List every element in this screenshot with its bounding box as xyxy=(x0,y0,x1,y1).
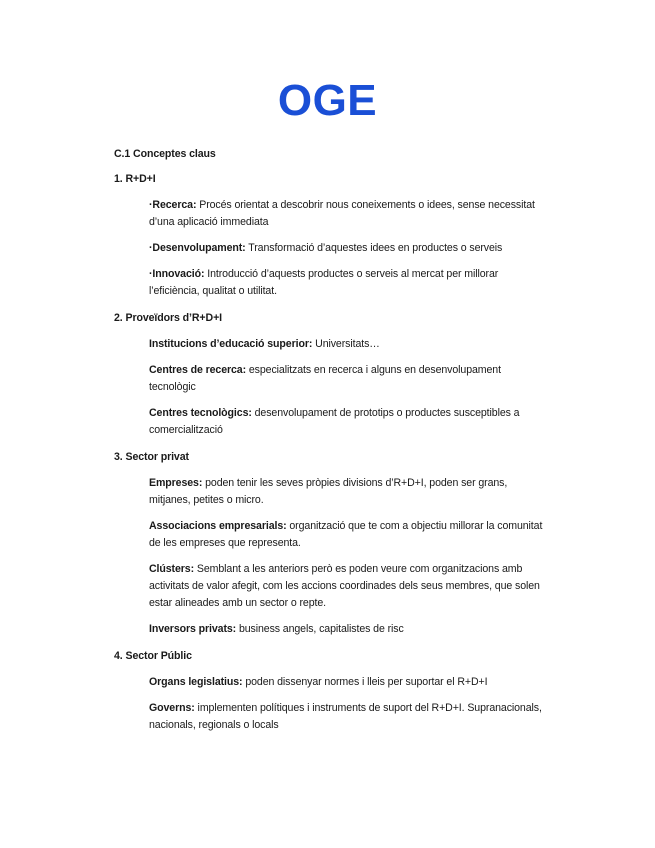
definition-item xyxy=(149,336,544,353)
definition-term: Institucions d’educació superior: xyxy=(149,338,313,350)
subsection-heading: 3. Sector privat xyxy=(114,451,189,463)
definition-text: poden tenir les seves pròpies divisions d’R+D+I, poden ser grans, mitjanes, petites o micro. xyxy=(149,477,508,506)
section-heading: C.1 Conceptes claus xyxy=(114,148,216,160)
definition-text: desenvolupament de prototips o productes susceptibles a comercialització xyxy=(149,407,520,436)
definition-text: Procés orientat a descobrir nous coneixements o idees, sense necessitat d’una aplicació immediata xyxy=(149,199,535,228)
definition-term: Centres tecnològics: xyxy=(149,407,252,419)
definition-item xyxy=(149,475,544,509)
definition-term: Inversors privats: xyxy=(149,623,237,635)
definition-item xyxy=(149,266,544,300)
definition-item xyxy=(149,405,544,439)
definition-term: Governs: xyxy=(149,702,195,714)
definition-item xyxy=(149,674,544,691)
definition-text: implementen polítiques i instruments de suport del R+D+I. Supranacionals, nacionals, regionals o locals xyxy=(149,702,542,731)
definition-text: organització que te com a objectiu millorar la comunitat de les empreses que representa. xyxy=(149,520,543,549)
definition-text: Semblant a les anteriors però es poden veure com organitzacions amb activitats de valor afegit, com les accions coordinades dels seus membres, que solen estar alineades amb un sector o repte. xyxy=(149,563,540,609)
definition-term: Empreses: xyxy=(149,477,203,489)
definition-term: ·Desenvolupament: xyxy=(149,242,246,254)
definition-text: Transformació d’aquestes idees en productes o serveis xyxy=(245,242,503,254)
definition-text: Universitats… xyxy=(312,338,380,350)
definition-text: Introducció d’aquests productes o serveis al mercat per millorar l’eficiència, qualitat o utilitat. xyxy=(149,268,499,297)
definition-term: Centres de recerca: xyxy=(149,364,247,376)
definition-text: business angels, capitalistes de risc xyxy=(236,623,404,635)
definition-term: ·Recerca: xyxy=(149,199,197,211)
definition-item xyxy=(149,561,544,612)
definition-term: Organs legislatius: xyxy=(149,676,243,688)
definition-item xyxy=(149,240,544,257)
document-body xyxy=(114,147,554,743)
document-title: OGE xyxy=(277,76,378,125)
subsection-heading: 2. Proveïdors d’R+D+I xyxy=(114,312,222,324)
definition-item xyxy=(149,362,544,396)
definition-term: Clústers: xyxy=(149,563,195,575)
definition-term: ·Innovació: xyxy=(149,268,205,280)
definition-item xyxy=(149,518,544,552)
definition-item xyxy=(149,700,544,734)
definition-text: especialitzats en recerca i alguns en desenvolupament tecnològic xyxy=(149,364,501,393)
definition-term: Associacions empresarials: xyxy=(149,520,287,532)
definition-item xyxy=(149,621,544,638)
subsection-heading: 1. R+D+I xyxy=(114,173,156,185)
definition-item xyxy=(149,197,544,231)
subsection-heading: 4. Sector Públic xyxy=(114,650,192,662)
definition-text: poden dissenyar normes i lleis per suportar el R+D+I xyxy=(242,676,488,688)
